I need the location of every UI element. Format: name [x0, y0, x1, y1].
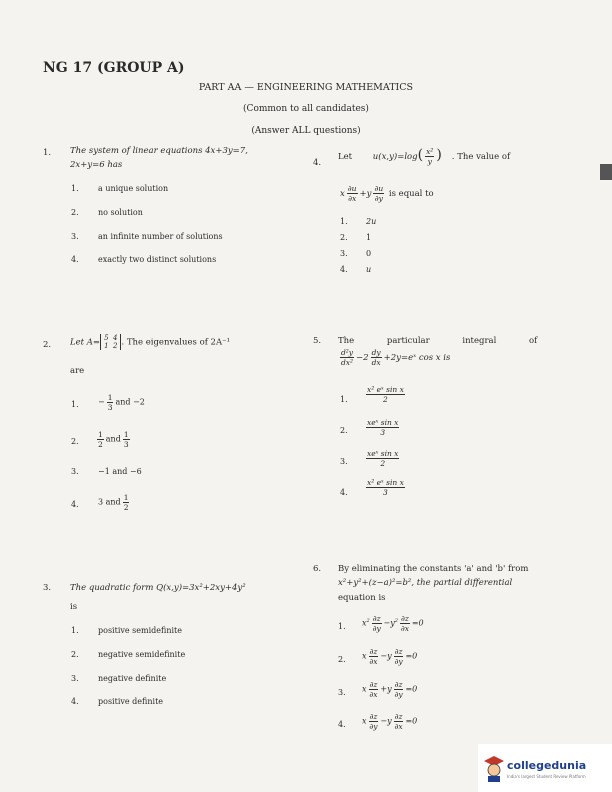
- q4-opt4-label: 4.: [340, 265, 348, 274]
- q2-opt4-label: 4.: [71, 500, 79, 509]
- q1-opt4-label: 4.: [71, 255, 79, 264]
- q6-opt1-label: 1.: [338, 622, 346, 631]
- q2-opt4: 3 and $\frac{1}{2}$: [98, 493, 129, 512]
- q4-func: u(x,y)=log: [372, 152, 418, 162]
- part-title: PART AA — ENGINEERING MATHEMATICS: [198, 82, 414, 93]
- logo-tagline: India's largest Student Review Platform: [507, 774, 586, 779]
- q6-opt1: $x^2$ $\frac{\partial z}{\partial y}$ $-y^2$ $\frac{\partial z}{\partial x}$ =0: [362, 614, 424, 633]
- q5-opt4-label: 4.: [340, 488, 348, 497]
- q6-opt2-label: 2.: [338, 655, 346, 664]
- q6-opt2: x $\frac{\partial z}{\partial x}$ −y $\frac{\partial z}{\partial y}$ =0: [362, 647, 418, 666]
- q6-opt4-label: 4.: [338, 720, 346, 729]
- q2-opt1: − $\frac{1}{3}$ and −2: [98, 393, 145, 412]
- q4-opt1-label: 1.: [340, 217, 348, 226]
- q5-opt1-label: 1.: [340, 395, 348, 404]
- exam-code: NG 17 (GROUP A): [43, 60, 185, 76]
- q4-opt2-label: 2.: [340, 233, 348, 242]
- q1-opt1: a unique solution: [98, 184, 169, 193]
- q3-opt2-label: 2.: [71, 650, 79, 659]
- q5-number: 5.: [313, 336, 322, 346]
- common-note: (Common to all candidates): [243, 104, 369, 114]
- q1-number: 1.: [43, 148, 52, 158]
- q6-opt4: x $\frac{\partial z}{\partial y}$ −y $\frac{\partial z}{\partial x}$ =0: [362, 712, 418, 731]
- q2-number: 2.: [43, 340, 52, 350]
- q6-number: 6.: [313, 564, 322, 574]
- q5-opt3-label: 3.: [340, 457, 348, 466]
- q2-matrix: 5 4 1 2: [100, 334, 121, 350]
- q2-opt3: −1 and −6: [98, 467, 142, 476]
- q5-opt2: $\frac{\text{xeˣ sin x}}{3}$: [367, 418, 399, 437]
- q5-opt2-label: 2.: [340, 426, 348, 435]
- q6-opt3: x $\frac{\partial z}{\partial x}$ +y $\frac{\partial z}{\partial y}$ =0: [362, 680, 418, 699]
- q5-opt3: $\frac{\text{xeˣ sin x}}{2}$: [367, 449, 399, 468]
- q3-opt2: negative semidefinite: [98, 650, 186, 659]
- q4-let: Let: [338, 152, 353, 162]
- q4-stem: Let u(x,y)=log( $\frac{\text{x²}}{y}$ ) . The value of: [338, 147, 511, 166]
- q4-opt1: 2u: [366, 217, 377, 226]
- q1-opt3: an infinite number of solutions: [98, 232, 223, 241]
- q3-line2: is: [70, 602, 78, 612]
- q3-opt1: positive semidefinite: [98, 626, 183, 635]
- q4-tail: . The value of: [451, 152, 511, 162]
- q3-number: 3.: [43, 583, 52, 593]
- q4-opt4: u: [366, 265, 372, 274]
- graduate-icon: [484, 754, 504, 782]
- q1-opt4: exactly two distinct solutions: [98, 255, 217, 264]
- q1-line1: The system of linear equations 4x+3y=7,: [70, 146, 248, 156]
- q1-opt2: no solution: [98, 208, 143, 217]
- scan-edge-mark: [600, 164, 612, 180]
- q3-opt4-label: 4.: [71, 697, 79, 706]
- q1-opt2-label: 2.: [71, 208, 79, 217]
- q3-line1: The quadratic form Q(x,y)=3x²+2xy+4y²: [70, 583, 246, 593]
- q4-expression: x $\frac{\partial u}{\partial x}$ +y $\frac{\partial u}{\partial y}$ is equal to: [340, 184, 434, 203]
- q4-opt3-label: 3.: [340, 249, 348, 258]
- q2-line2: are: [70, 366, 85, 376]
- q6-line3: equation is: [338, 593, 386, 603]
- q5-opt1: $\frac{\text{x² eˣ sin x}}{2}$: [367, 385, 404, 404]
- q2-stem: Let A= 5 4 1 2 . The eigenvalues of 2A⁻¹: [70, 334, 230, 350]
- q3-opt1-label: 1.: [71, 626, 79, 635]
- q5-line2: $\frac{\text{d²y}}{\text{dx²}}$ −2 $\frac{dy}{dx}$ +2y=eˣ cos x is: [341, 348, 451, 367]
- q4-opt2: 1: [366, 233, 372, 242]
- q3-opt4: positive definite: [98, 697, 164, 706]
- q2-opt2-label: 2.: [71, 437, 79, 446]
- q2-opt1-label: 1.: [71, 400, 79, 409]
- q6-line1: By eliminating the constants 'a' and 'b' from: [338, 564, 529, 574]
- logo-name: collegedunia: [507, 759, 587, 772]
- q5-opt4: $\frac{\text{x² eˣ sin x}}{3}$: [367, 478, 404, 497]
- q3-opt3-label: 3.: [71, 674, 79, 683]
- q6-line2: x²+y²+(z−a)²=b², the partial differential: [338, 578, 513, 588]
- q5-line1: The particular integral of: [338, 336, 538, 346]
- q2-opt2: $\frac{1}{2}$ and $\frac{1}{3}$: [98, 430, 129, 449]
- instruction-note: (Answer ALL questions): [251, 126, 361, 136]
- q4-opt3: 0: [366, 249, 372, 258]
- q1-line2: 2x+y=6 has: [70, 160, 123, 170]
- collegedunia-logo[interactable]: [478, 744, 612, 792]
- q1-opt3-label: 3.: [71, 232, 79, 241]
- q2-opt3-label: 3.: [71, 467, 79, 476]
- q4-fraction: $\frac{\text{x²}}{y}$: [426, 147, 434, 166]
- q3-opt3: negative definite: [98, 674, 167, 683]
- q6-opt3-label: 3.: [338, 688, 346, 697]
- q1-opt1-label: 1.: [71, 184, 79, 193]
- q4-number: 4.: [313, 158, 322, 168]
